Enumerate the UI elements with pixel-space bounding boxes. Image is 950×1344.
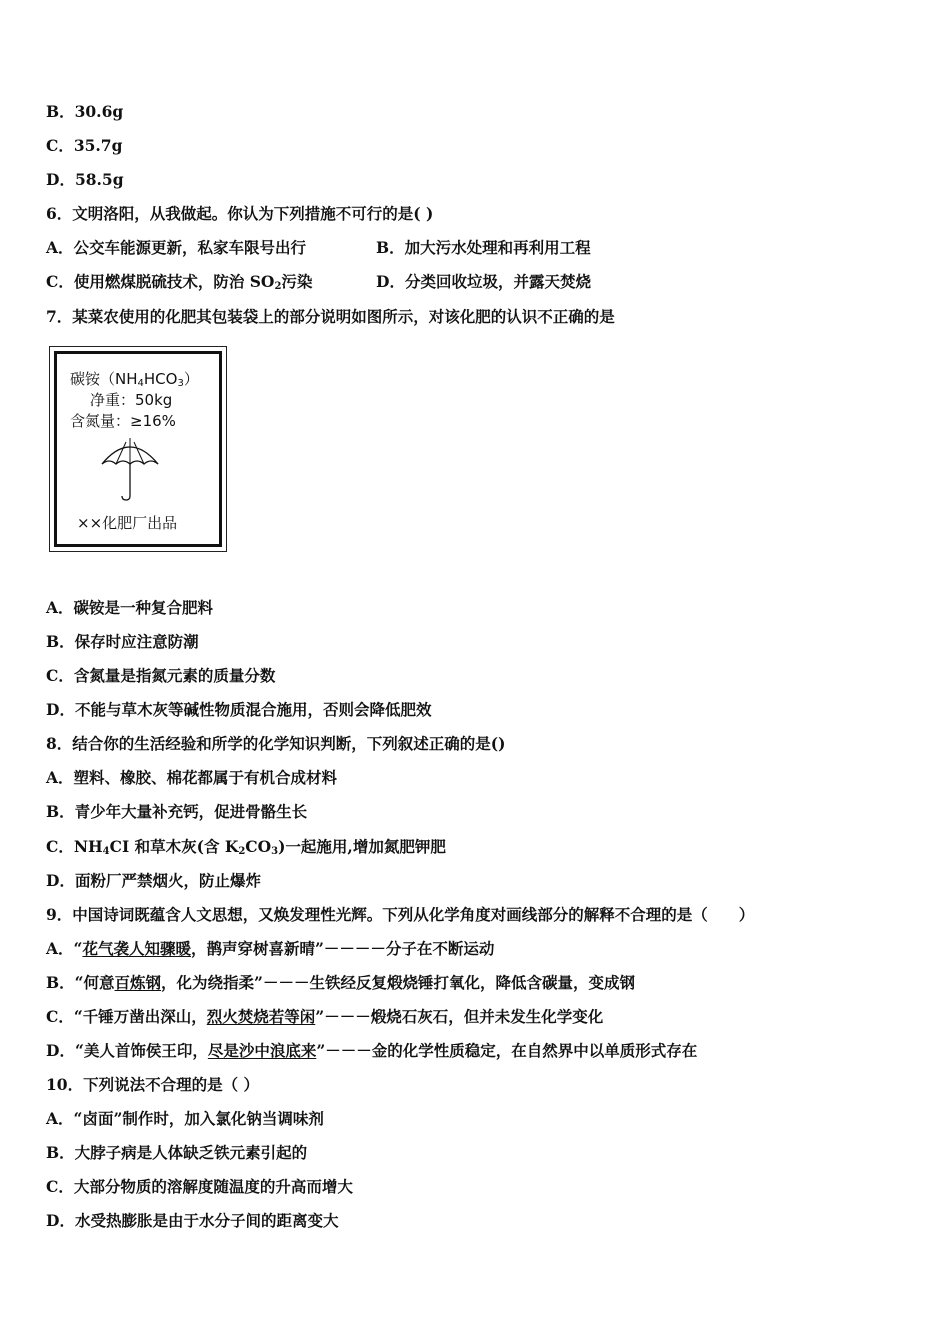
q8-option-a: A．塑料、橡胶、棉花都属于有机合成材料	[46, 768, 338, 787]
q6-option-c-tail: 污染	[281, 272, 313, 291]
q10-stem: 10．下列说法不合理的是（ ）	[46, 1075, 259, 1094]
q9-d-underlined: 尽是沙中浪底来	[207, 1041, 317, 1060]
q9-b-underlined: 百炼钢	[114, 973, 162, 992]
q10-option-b: B．大脖子病是人体缺乏铁元素引起的	[46, 1143, 308, 1162]
q9-c-underlined: 烈火焚烧若等闲	[206, 1007, 316, 1026]
q9-option-b: B．“何意百炼钢，化为绕指柔”－－－生铁经反复煅烧锤打氧化，降低含碳量，变成钢	[46, 973, 635, 992]
fertilizer-label-frame	[54, 351, 222, 547]
q6-stem: 6．文明洛阳，从我做起。你认为下列措施不可行的是( )	[46, 204, 434, 223]
q5-option-c: C．35.7g	[46, 136, 123, 155]
q6-option-c	[46, 272, 312, 297]
q8-stem: 8．结合你的生活经验和所学的化学知识判断，下列叙述正确的是()	[46, 734, 506, 753]
q9-option-c: C．“千锤万凿出深山，烈火焚烧若等闲”－－－煅烧石灰石，但并未发生化学变化	[46, 1007, 604, 1026]
q6-option-a: A．公交车能源更新，私家车限号出行	[46, 238, 307, 257]
q6-option-d: D．分类回收垃圾，并露天焚烧	[376, 272, 591, 291]
fertilizer-label-figure	[49, 346, 227, 552]
q10-option-a: A．“卤面”制作时，加入氯化钠当调味剂	[46, 1109, 324, 1128]
q5-option-b: B．30.6g	[46, 102, 124, 121]
q9-a-underlined: 花气袭人知骤暖	[82, 939, 191, 958]
q6-option-b: B．加大污水处理和再利用工程	[376, 238, 591, 257]
q7-option-b: B．保存时应注意防潮	[46, 632, 199, 651]
label-product-name: 碳铵$(NH_4HCO_3)$	[70, 370, 199, 389]
q9-option-d: D．“美人首饰侯王印，尽是沙中浪底来”－－－金的化学性质稳定，在自然界中以单质形式存在	[46, 1041, 698, 1060]
q7-option-c: C．含氮量是指氮元素的质量分数	[46, 666, 276, 685]
label-net-weight: 净重：50kg	[90, 391, 173, 409]
q8-option-c: C．$NH_4CI$ 和草木灰(含 $K_2CO_3$)一起施用,增加氮肥钾肥	[46, 837, 446, 857]
q7-stem: 7．某菜农使用的化肥其包装袋上的部分说明如图所示，对该化肥的认识不正确的是	[46, 307, 615, 326]
q9-stem: 9．中国诗词既蕴含人文思想，又焕发理性光辉。下列从化学角度对画线部分的解释不合理的是（ ）	[46, 905, 755, 924]
q10-option-d: D．水受热膨胀是由于水分子间的距离变大	[46, 1211, 339, 1230]
q7-option-d: D．不能与草木灰等碱性物质混合施用，否则会降低肥效	[46, 700, 432, 719]
umbrella-icon	[99, 436, 161, 502]
label-nitrogen-content: 含氮量：≥16%	[70, 412, 176, 430]
q7-option-a: A．碳铵是一种复合肥料	[46, 598, 214, 617]
q5-option-d: D．58.5g	[46, 170, 124, 189]
q6-option-c-text: C．使用燃煤脱硫技术，防治 SO	[46, 272, 275, 291]
q8-option-d: D．面粉厂严禁烟火，防止爆炸	[46, 871, 261, 890]
label-manufacturer: ××化肥厂出品	[77, 514, 178, 532]
q8-option-b: B．青少年大量补充钙，促进骨骼生长	[46, 802, 308, 821]
q9-option-a: A．“花气袭人知骤暖，鹊声穿树喜新晴”－－－－分子在不断运动	[46, 939, 495, 958]
q10-option-c: C．大部分物质的溶解度随温度的升高而增大	[46, 1177, 353, 1196]
q6-option-c-sub: 2	[274, 281, 282, 292]
